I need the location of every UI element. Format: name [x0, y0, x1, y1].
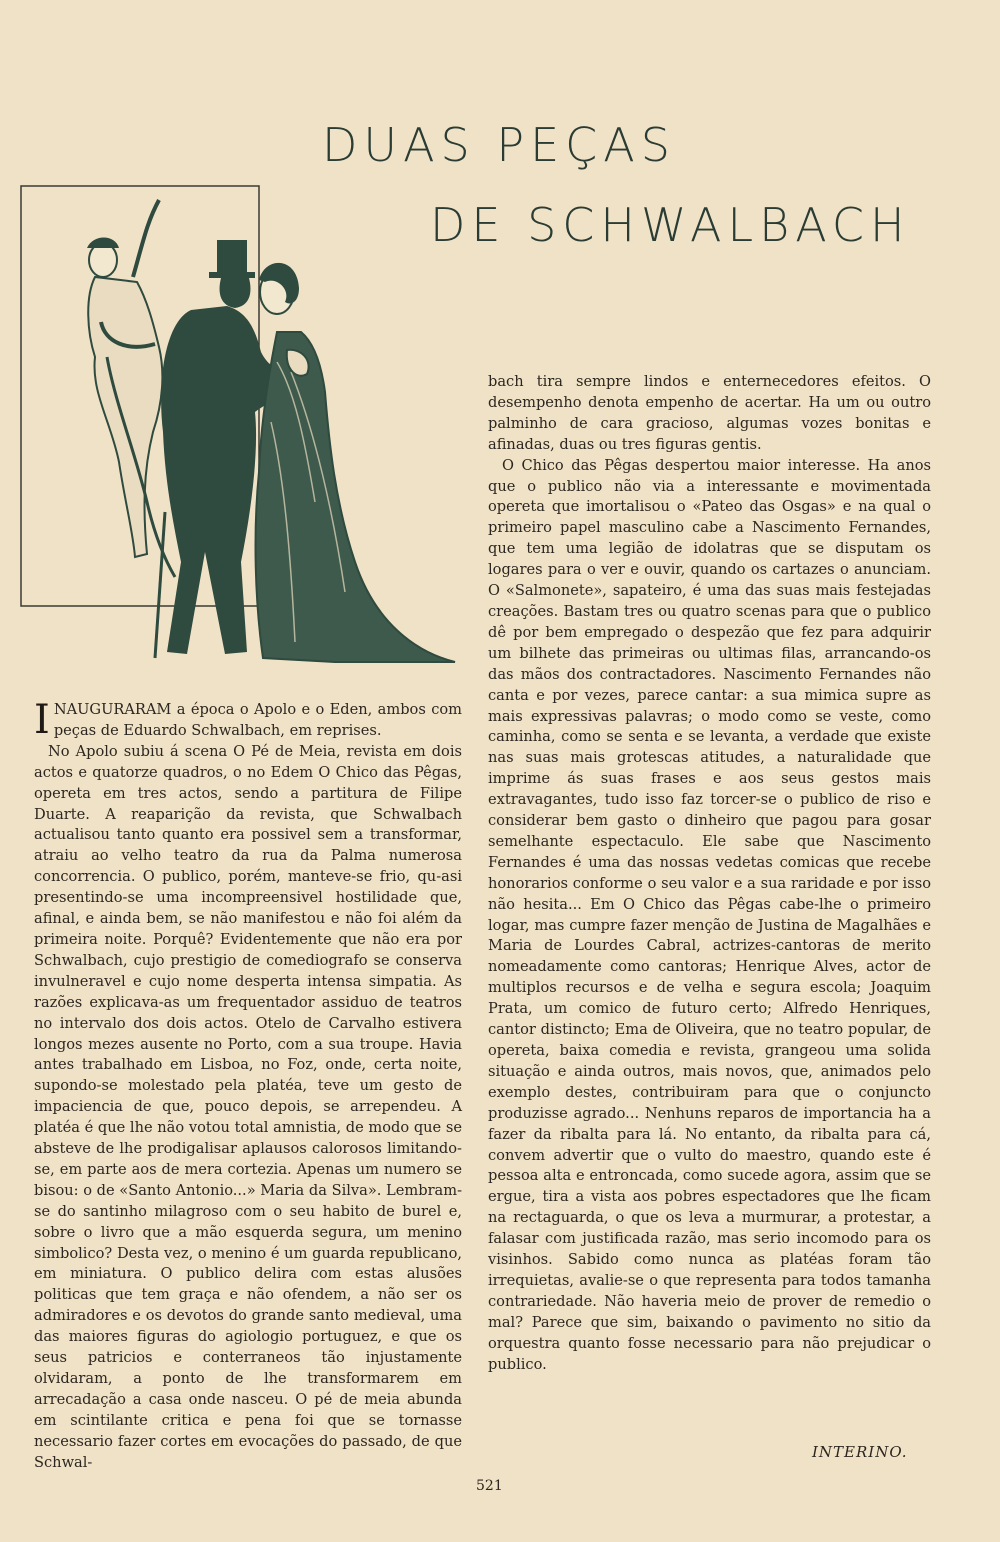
author-signature: INTERINO.	[812, 1443, 908, 1461]
article-paragraph: bach tira sempre lindos e enternecedores efeitos. O desempenho denota empenho de acertar. Ha um ou outro palminho de cara gracioso, algumas vozes bonitas e afinadas, duas ou tres figuras gentis.	[488, 373, 931, 453]
article-column-right	[488, 372, 931, 1376]
drop-cap: I	[34, 697, 50, 743]
article-paragraph: O Chico das Pêgas despertou maior interesse. Ha anos que o publico não via a interessante e movimentada opereta que imortalisou o «Pateo das Osgas» e na qual o primeiro papel masculino cabe a Nascimento Fernandes, que tem uma legião de idolatras que se disputam os logares para o ver e ouvir, quando os cartazes o anunciam. O «Salmonete», sapateiro, é uma das suas mais festejadas creações. Bastam tres ou quatro scenas para que o publico dê por bem empregado o despezão que fez para adquirir um bilhete das primeiras ou ultimas filas, arrancando-os das mãos dos contractadores. Nascimento Fernandes não canta e por vezes, parece cantar: a sua mimica supre as mais expressivas palavras; o modo como se veste, como caminha, como se senta e se levanta, a verdade que existe nas suas mais grotescas atitudes, a naturalidade que imprime ás suas frases e aos seus gestos mais extravagantes, tudo isso faz torcer-se o publico de riso e considerar bem gasto o dinheiro que pagou para gosar semelhante espectaculo. Ele sabe que Nascimento Fernandes é uma das nossas vedetas comicas que recebe honorarios conforme o seu valor e a sua raridade e por isso não hesita... Em O Chico das Pêgas cabe-lhe o primeiro logar, mas cumpre fazer menção de Justina de Magalhães e Maria de Lourdes Cabral, actrizes-cantoras de merito nomeadamente como cantoras; Henrique Alves, actor de multiplos recursos e de velha e segura escola; Joaquim Prata, um comico de futuro certo; Alfredo Henriques, cantor distincto; Ema de Oliveira, que no teatro popular, de opereta, baixa comedia e revista, grangeou uma solida situação e ainda outros, mais novos, que, animados pelo exemplo destes, contribuiram para que o conjuncto produzisse agrado... Nenhuns reparos de importancia ha a fazer da ribalta para lá. No entanto, da ribalta para cá, convem advertir que o vulto do maestro, quando este é pessoa alta e entroncada, como sucede agora, assim que se ergue, tira a vista aos pobres espectadores que lhe ficam na rectaguarda, o que os leva a murmurar, a protestar, a falasar com justificada razão, mas serio incomodo para os visinhos. Sabido como nunca as platéas foram tão irrequietas, avalie-se o que representa para todos tamanha contrariedade. Não haveria meio de prover de remedio o mal? Parece que sim, baixando o pavimento no sitio da orquestra quanto fosse necessario para não prejudicar o publico.	[488, 456, 931, 1373]
theatre-illustration	[15, 182, 465, 668]
article-paragraph: INAUGURARAM a época o Apolo e o Eden, ambos com peças de Eduardo Schwalbach, em reprises.	[34, 697, 462, 743]
article-paragraph: No Apolo subiu á scena O Pé de Meia, revista em dois actos e quatorze quadros, o no Edem O Chico das Pêgas, opereta em tres actos, sendo a partitura de Filipe Duarte. A reaparição da revista, que Schwalbach actualisou tanto quanto era possivel sem a transformar, atraiu ao velho teatro da rua da Palma numerosa concorrencia. O publico, porém, manteve-se frio, qu-asi presentindo-se uma incompreensivel hostilidade que, afinal, e ainda bem, se não manifestou e não foi além da primeira noite. Porquê? Evidentemente que não era por Schwalbach, cujo prestigio de comediografo se conserva invulneravel e cujo nome desperta intensa simpatia. As razões explicava-as um frequentador assiduo de teatros no intervalo dos dois actos. Otelo de Carvalho estivera longos mezes ausente no Porto, com a sua troupe. Havia antes trabalhado em Lisboa, no Foz, onde, certa noite, supondo-se molestado pela platéa, teve um gesto de impaciencia de que, pouco depois, se arrependeu. A platéa é que lhe não votou total amnistia, de modo que se absteve de lhe prodigalisar aplausos calorosos limitando-se, em parte aos de mera cortezia. Apenas um numero se bisou: o de «Santo Antonio...» Maria da Silva». Lembram-se do santinho milagroso com o seu habito de burel e, sobre o livro que a mão esquerda segura, um menino simbolico? Desta vez, o menino é um guarda republicano, em miniatura. O publico delira com estas alusões politicas que tem graça e não ofendem, a não ser os admiradores e os devotos do grande santo medieval, uma das maiores figuras do agiologio portuguez, e que os seus patricios e conterraneos tão injustamente olvidaram, a ponto de lhe transformarem em arrecadação a casa onde nasceu. O pé de meia abunda em scintilante critica e pena foi que se tornasse necessario fazer cortes em evocações do passado, de que Schwal-	[34, 742, 463, 1471]
title-line-2: DE SCHWALBACH	[430, 198, 911, 252]
lady-figure	[256, 263, 455, 662]
title-line-1: DUAS PEÇAS	[322, 118, 676, 172]
article-column-left	[34, 697, 463, 1474]
page-number: 521	[476, 1478, 503, 1494]
